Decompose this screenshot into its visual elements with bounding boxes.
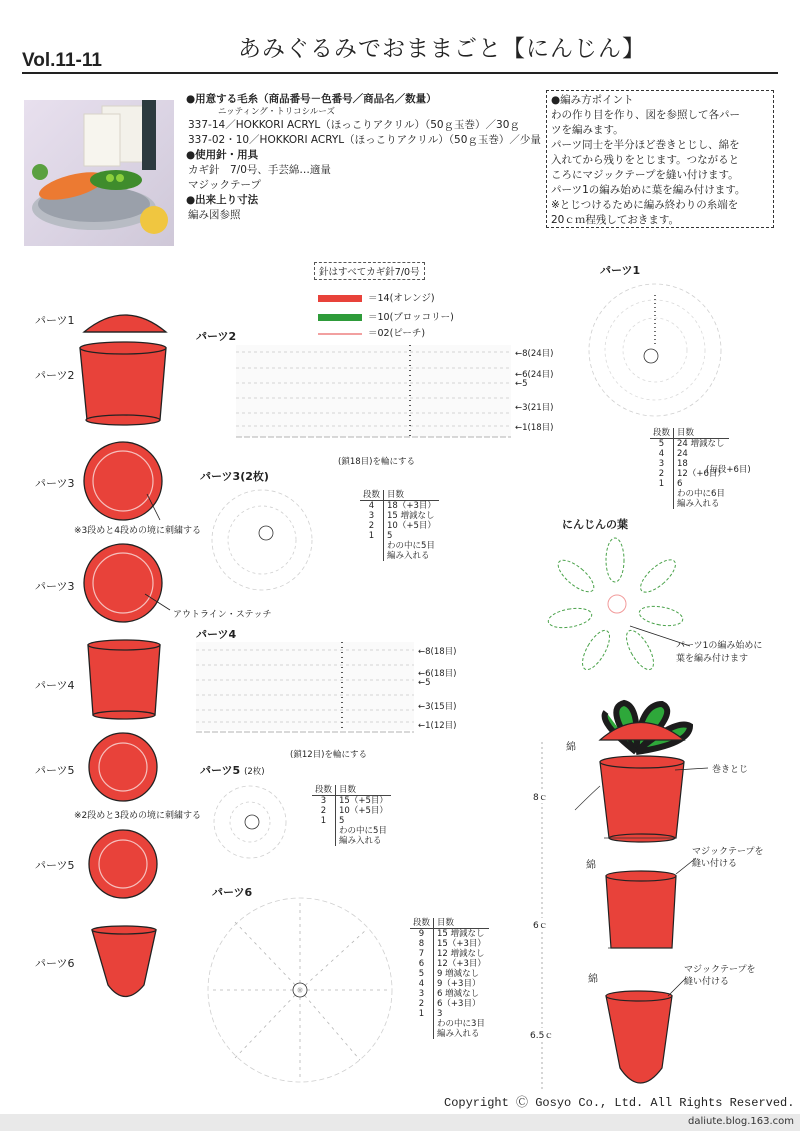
part1-brace-note: (毎段+6目) bbox=[706, 465, 751, 475]
part3-round-chart bbox=[212, 490, 312, 590]
part2-row-label: ←1(18目) bbox=[515, 423, 554, 433]
part6-label: パーツ6 bbox=[35, 957, 75, 970]
part4-stitch-chart bbox=[196, 642, 414, 732]
footer-url: daliute.blog.163.com bbox=[687, 1116, 794, 1127]
whip-stitch-label: 巻きとじ bbox=[712, 765, 749, 775]
dimension-label: 6ｃ bbox=[533, 918, 548, 931]
part4-row-label: ←6(18目) bbox=[418, 669, 457, 679]
part2-ring-note: (鎖18目)を輪にする bbox=[338, 457, 415, 467]
part5-disc-b bbox=[89, 830, 157, 898]
tools-heading: ●使用針・用具 bbox=[186, 149, 259, 161]
part4-ring-note: (鎖12目)を輪にする bbox=[290, 750, 367, 760]
points-line: ※とじつけるために編み終わりの糸端を bbox=[551, 199, 739, 211]
tools-line: カギ針 7/0号、手芸綿…適量 bbox=[188, 164, 331, 176]
footer-bar bbox=[0, 1114, 800, 1131]
legend-orange: ＝14(オレンジ) bbox=[318, 290, 435, 304]
points-line: パーツ1の編み始めに葉を編み付けます。 bbox=[551, 184, 746, 196]
size-heading: ●出来上り寸法 bbox=[186, 194, 259, 206]
part2-label: パーツ2 bbox=[35, 369, 75, 382]
legend-peach: ＝02(ピーチ) bbox=[318, 325, 425, 339]
points-line: パーツ同士を半分ほど巻きとじし、綿を bbox=[551, 139, 740, 151]
part5-round-chart bbox=[214, 786, 286, 858]
part5-chart-title: パーツ5 (2枚) bbox=[200, 764, 265, 777]
points-line: 入れてから残りをとじます。つながると bbox=[551, 154, 740, 166]
part1-dome-shape bbox=[84, 315, 166, 332]
vol-number: Vol.11-11 bbox=[22, 50, 102, 71]
part2-stitch-chart bbox=[236, 345, 511, 437]
leaf-title: にんじんの葉 bbox=[562, 518, 628, 531]
points-line: わの作り目を作り、図を参照して各パー bbox=[551, 109, 740, 121]
part6-cone-shape bbox=[92, 926, 156, 997]
leaf-chart bbox=[547, 538, 684, 674]
part5-disc-a bbox=[89, 733, 157, 801]
part1-count-table: 段数 目数 5 24 増減なし 4 24 3 18 2 12（+6目） 1 6 わの中に6目 編み入れる bbox=[650, 428, 729, 509]
outline-stitch-label: アウトライン・ステッチ bbox=[173, 610, 272, 620]
part4-row-label: ←3(15目) bbox=[418, 702, 457, 712]
size-line: 編み図参照 bbox=[188, 209, 241, 221]
part4-row-label: ←1(12目) bbox=[418, 721, 457, 731]
part5-label-b: パーツ5 bbox=[35, 859, 75, 872]
part5-label-a: パーツ5 bbox=[35, 764, 75, 777]
stuffing-label: 綿 bbox=[588, 974, 598, 985]
part6-round-chart bbox=[208, 898, 392, 1082]
legend-green: ＝10(ブロッコリー) bbox=[318, 309, 454, 323]
velcro-note: マジックテープを 縫い付ける bbox=[692, 847, 764, 869]
dimension-label: 6.5ｃ bbox=[530, 1028, 553, 1041]
part2-cup-shape bbox=[80, 342, 166, 425]
copyright: Copyright Ⓒ Gosyo Co., Ltd. All Rights Reserved. bbox=[444, 1096, 795, 1110]
part5-note: ※2段めと3段めの境に刺繍する bbox=[74, 811, 201, 821]
part2-row-label: ←5 bbox=[515, 379, 528, 389]
points-line: ころにマジックテープを縫い付けます。 bbox=[551, 169, 739, 181]
tools-line: マジックテープ bbox=[188, 179, 261, 191]
part3-label-b: パーツ3 bbox=[35, 580, 75, 593]
part5-count-table: 段数 目数 3 15（+5目） 2 10（+5目） 1 5 わの中に5目 編み入れる bbox=[312, 785, 391, 846]
part3-count-table: 段数 目数 4 18（+3目） 3 15 増減なし 2 10（+5目） 1 5 わの中に5目 編み入れる bbox=[360, 490, 439, 561]
part3-disc-b bbox=[84, 544, 162, 622]
part6-count-table: 段数 目数 9 15 増減なし 8 15（+3目） 7 12 増減なし 6 12（+3目） 5 9 増減なし 4 9（+3目） 3 6 増減なし 2 6（+3目） 1 3 わの中に3目 編み入れる bbox=[410, 918, 489, 1039]
part3-disc-a bbox=[84, 442, 162, 520]
part3-chart-title: パーツ3(2枚) bbox=[200, 470, 269, 483]
yarn-line: 337-14／HOKKORI ACRYL（ほっこりアクリル）（50ｇ玉巻）／30ｇ bbox=[188, 119, 520, 131]
carrot-assembly bbox=[542, 703, 708, 1092]
part2-chart-title: パーツ2 bbox=[196, 330, 237, 343]
part1-chart-title: パーツ1 bbox=[600, 264, 641, 277]
page-title: あみぐるみでおままごと【にんじん】 bbox=[238, 36, 646, 62]
part2-row-label: ←3(21目) bbox=[515, 403, 554, 413]
leaf-note: パーツ1の編み始めに 葉を編み付けます bbox=[676, 641, 763, 664]
points-line: ツを編みます。 bbox=[551, 124, 624, 136]
needle-note: 針はすべてカギ針7/0号 bbox=[314, 262, 425, 280]
points-heading: ●編み方ポイント bbox=[551, 94, 634, 106]
part4-cup-shape bbox=[88, 640, 160, 719]
yarn-heading: ●用意する毛糸（商品番号－色番号／商品名／数量） bbox=[186, 93, 437, 105]
part1-label: パーツ1 bbox=[35, 314, 75, 327]
part4-row-label: ←8(18目) bbox=[418, 647, 457, 657]
part4-chart-title: パーツ4 bbox=[196, 628, 237, 641]
part4-row-label: ←5 bbox=[418, 678, 431, 688]
part6-chart-title: パーツ6 bbox=[212, 886, 253, 899]
yarn-series: ニッティング・トリコシルーズ bbox=[218, 107, 336, 117]
yarn-line: 337-02・10／HOKKORI ACRYL（ほっこりアクリル）（50ｇ玉巻）／少量 bbox=[188, 134, 541, 146]
part2-row-label: ←8(24目) bbox=[515, 349, 554, 359]
part3-note: ※3段めと4段めの境に刺繍する bbox=[74, 526, 201, 536]
points-line: 20ｃｍ程残しておきます。 bbox=[551, 214, 680, 226]
stuffing-label: 綿 bbox=[566, 742, 576, 753]
dimension-label: 8ｃ bbox=[533, 790, 548, 803]
part3-label-a: パーツ3 bbox=[35, 477, 75, 490]
part1-round-chart bbox=[589, 284, 721, 416]
part2-row-label: ←6(24目) bbox=[515, 370, 554, 380]
part4-label: パーツ4 bbox=[35, 679, 75, 692]
velcro-note: マジックテープを 縫い付ける bbox=[684, 965, 756, 987]
stuffing-label: 綿 bbox=[586, 860, 596, 871]
